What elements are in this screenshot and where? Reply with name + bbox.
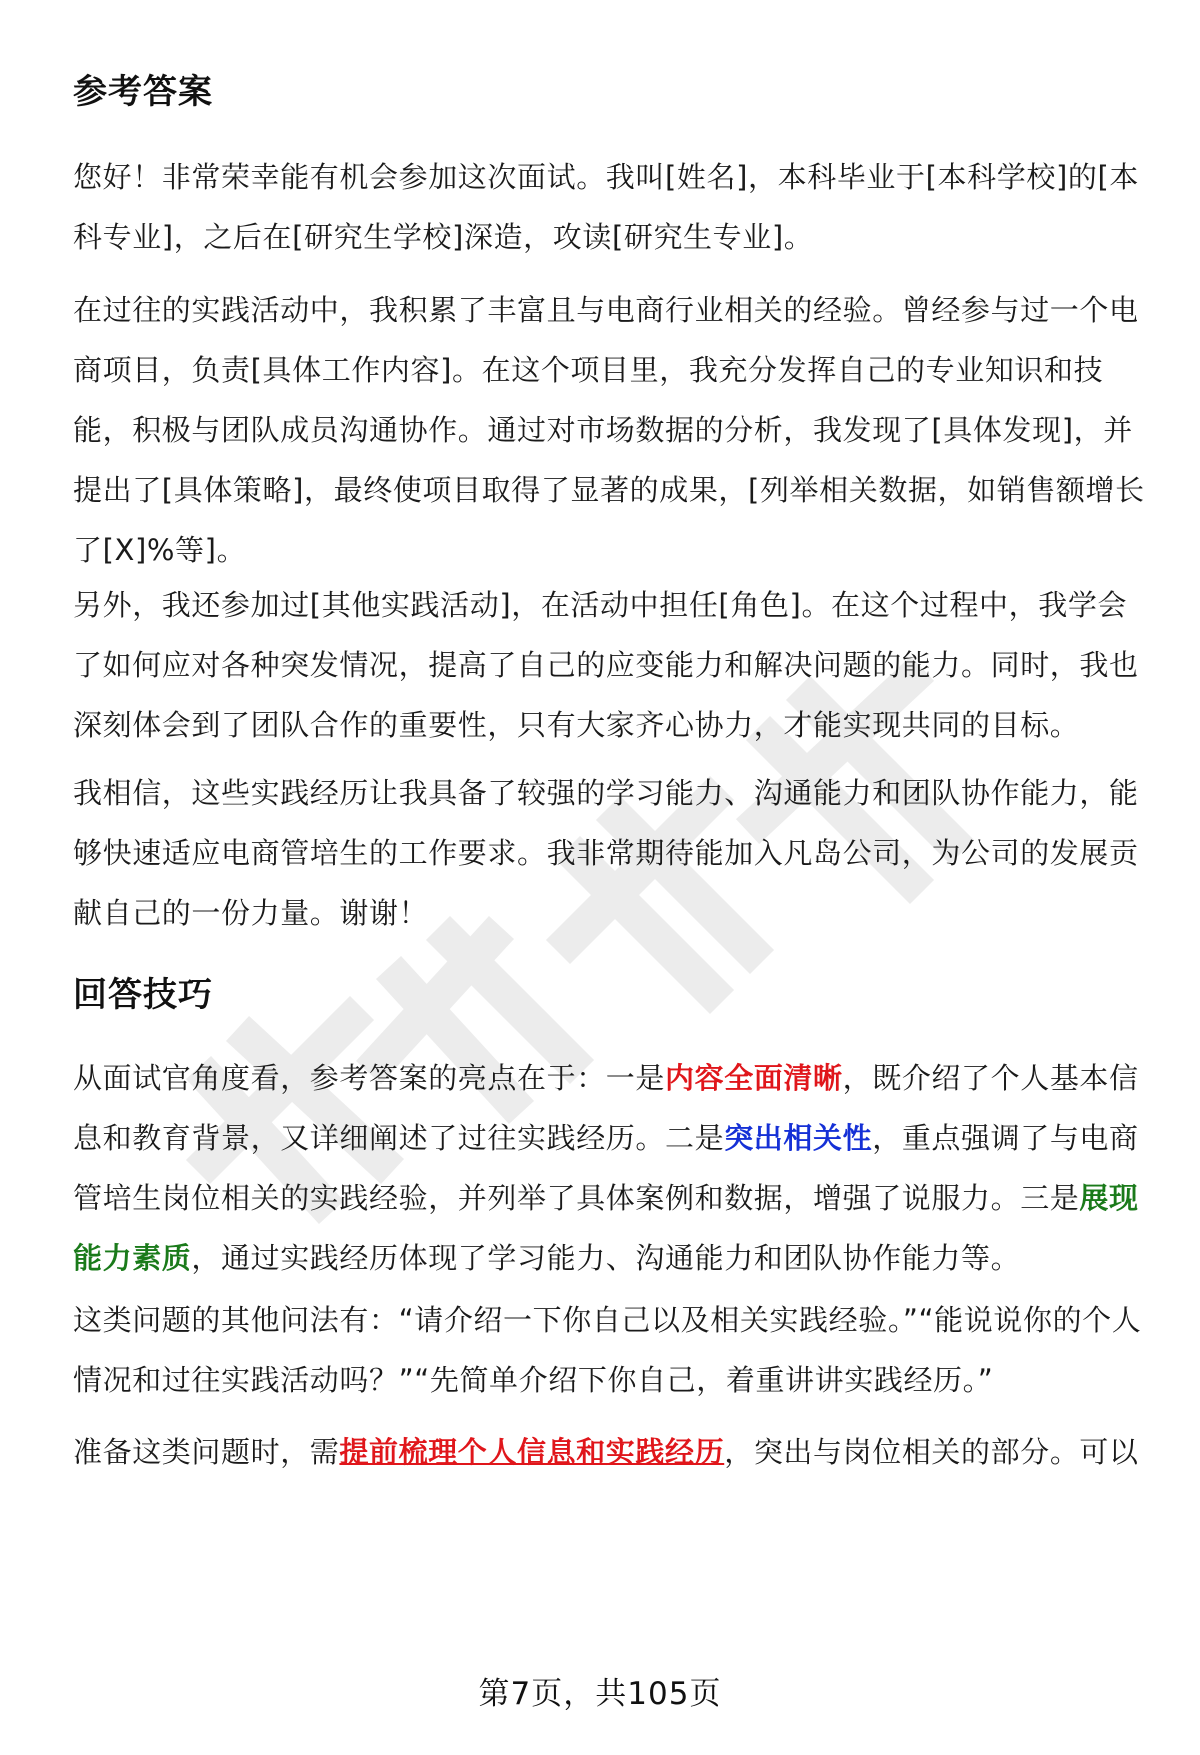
answer-paragraph-4: 我相信，这些实践经历让我具备了较强的学习能力、沟通能力和团队协作能力，能够快速适应电商管培生的工作要求。我非常期待能加入凡岛公司，为公司的发展贡献自己的一份力量。谢谢！: [73, 776, 1139, 930]
tips-text: 从面试官角度看，参考答案的亮点在于：一是: [73, 1061, 666, 1095]
tips-text: ，重点强调了与电商管培生岗位相关的实践经验，并列举了具体案例和数据，增强了说服力。三是: [73, 1121, 1139, 1215]
tips-text: 准备这类问题时，需: [73, 1435, 340, 1469]
tips-paragraph-2: 这类问题的其他问法有：“请介绍一下你自己以及相关实践经验。”“能说说你的个人情况和过往实践活动吗？”“先简单介绍下你自己，着重讲讲实践经历。”: [73, 1303, 1142, 1397]
answer-paragraph-3: 另外，我还参加过[其他实践活动]，在活动中担任[角色]。在这个过程中，我学会了如何应对各种突发情况，提高了自己的应变能力和解决问题的能力。同时，我也深刻体会到了团队合作的重要性，只有大家齐心协力，才能实现共同的目标。: [73, 588, 1139, 742]
tips-text: ，通过实践经历体现了学习能力、沟通能力和团队协作能力等。: [191, 1241, 1021, 1275]
highlight-prepare: 提前梳理个人信息和实践经历: [339, 1435, 725, 1469]
answer-paragraph-1: 您好！非常荣幸能有机会参加这次面试。我叫[姓名]，本科毕业于[本科学校]的[本科专业]，之后在[研究生学校]深造，攻读[研究生专业]。: [73, 160, 1139, 254]
highlight-comprehensive: 内容全面清晰: [665, 1061, 843, 1095]
section-title-reference-answer: 参考答案: [73, 72, 213, 112]
tips-paragraph-1: [73, 1048, 1145, 1288]
tips-paragraph-3: [73, 1422, 1145, 1482]
section-title-answer-tips: 回答技巧: [73, 975, 213, 1015]
tips-text: ，突出与岗位相关的部分。可以: [724, 1435, 1139, 1469]
page-number-footer: 第7页，共105页: [478, 1676, 722, 1712]
answer-paragraph-2: 在过往的实践活动中，我积累了丰富且与电商行业相关的经验。曾经参与过一个电商项目，负责[具体工作内容]。在这个项目里，我充分发挥自己的专业知识和技能，积极与团队成员沟通协作。通过对市场数据的分析，我发现了[具体发现]，并提出了[具体策略]，最终使项目取得了显著的成果，[列举相关数据，如销售额增长了[X]%等]。: [73, 293, 1145, 567]
highlight-ability: 展现能力素质: [73, 1181, 1139, 1275]
highlight-relevance: 突出相关性: [724, 1121, 873, 1155]
tips-text: ，既介绍了个人基本信息和教育背景，又详细阐述了过往实践经历。二是: [73, 1061, 1139, 1155]
